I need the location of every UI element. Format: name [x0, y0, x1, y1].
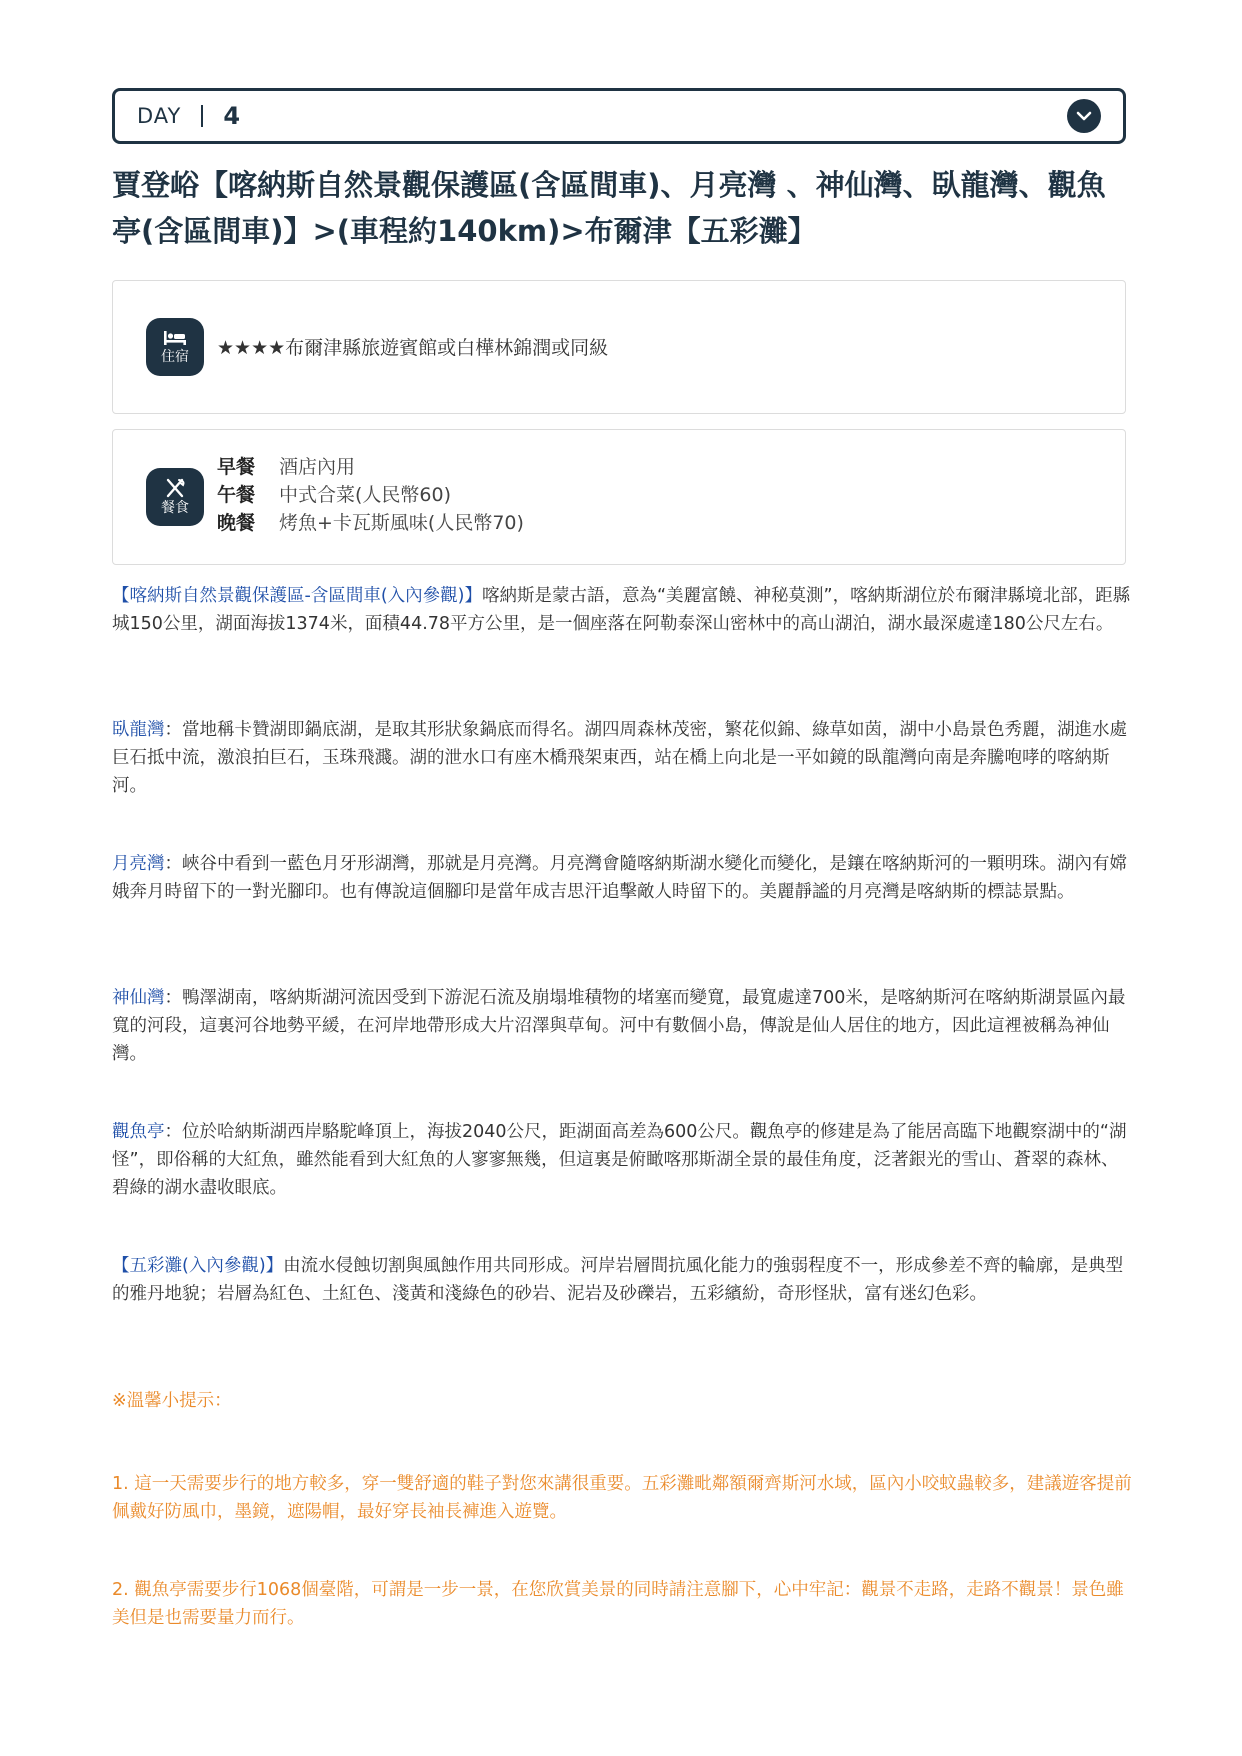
day-number: 4 — [223, 102, 241, 130]
section-body: 喀納斯是蒙古語，意為“美麗富饒、神秘莫測”，喀納斯湖位於布爾津縣境北部，距縣城150公里，湖面海拔1374米，面積44.78平方公里，是一個座落在阿勒泰深山密林中的高山湖泊，湖水最深處達180公尺左右。 — [112, 586, 1131, 634]
section-body: ：當地稱卡贊湖即鍋底湖，是取其形狀象鍋底而得名。湖四周森林茂密，繁花似錦、綠草如茵，湖中小島景色秀麗，湖進水處巨石抵中流，激浪拍巨石，玉珠飛濺。湖的泄水口有座木橋飛架東西，站在橋上向北是一平如鏡的臥龍灣向南是奔騰咆哮的喀納斯河。 — [112, 720, 1127, 796]
section-wolong-bay — [112, 716, 1134, 800]
tip-item: 2. 觀魚亭需要步行1068個臺階，可謂是一步一景，在您欣賞美景的同時請注意腳下，心中牢記：觀景不走路，走路不觀景！景色雖美但是也需要量力而行。 — [112, 1580, 1124, 1628]
meal-value: 中式合菜(人民幣60) — [279, 484, 452, 506]
section-title: 月亮灣 — [112, 854, 165, 874]
section-body: ：位於哈納斯湖西岸駱駝峰頂上，海拔2040公尺，距湖面高差為600公尺。觀魚亭的修建是為了能居高臨下地觀察湖中的“湖怪”，即俗稱的大紅魚，雖然能看到大紅魚的人寥寥無幾，但這裏是俯瞰喀那斯湖全景的最佳角度，泛著銀光的雪山、蒼翠的森林、碧綠的湖水盡收眼底。 — [112, 1122, 1127, 1198]
day-title: 賈登峪【喀納斯自然景觀保護區(含區間車)、月亮灣 、神仙灣、臥龍灣、觀魚亭(含區間車)】>(車程約140km)>布爾津【五彩灘】 — [112, 168, 1106, 248]
meal-row-lunch — [217, 481, 451, 509]
section-body: ：峽谷中看到一藍色月牙形湖灣，那就是月亮灣。月亮灣會隨喀納斯湖水變化而變化，是鑲在喀納斯河的一顆明珠。湖內有嫦娥奔月時留下的一對光腳印。也有傳說這個腳印是當年成吉思汗追擊敵人時留下的。美麗靜謐的月亮灣是喀納斯的標誌景點。 — [112, 854, 1127, 902]
section-body: ：鴨澤湖南，喀納斯湖河流因受到下游泥石流及崩塌堆積物的堵塞而變寬，最寬處達700米，是喀納斯河在喀納斯湖景區內最寬的河段，這裏河谷地勢平緩，在河岸地帶形成大片沼澤與草甸。河中有數個小島，傳說是仙人居住的地方，因此這裡被稱為神仙灣。 — [112, 988, 1126, 1064]
meal-name: 午餐 — [217, 484, 256, 506]
section-moon-bay — [112, 850, 1134, 906]
meal-value: 烤魚+卡瓦斯風味(人民幣70) — [279, 512, 524, 534]
meal-row-dinner — [217, 509, 524, 537]
hotel-badge-label: 住宿 — [161, 349, 189, 365]
meal-name: 晚餐 — [217, 512, 256, 534]
section-kanas-reserve — [112, 582, 1134, 638]
meal-name: 早餐 — [217, 456, 256, 478]
day-divider — [201, 105, 203, 127]
meals-badge-label: 餐食 — [161, 500, 189, 516]
chevron-down-icon[interactable] — [1067, 99, 1101, 133]
section-fish-pavilion — [112, 1118, 1134, 1202]
hotel-name: ★★★★布爾津縣旅遊賓館或白樺林錦潤或同級 — [217, 337, 609, 359]
day-label: DAY — [137, 104, 182, 128]
meal-row-breakfast — [217, 453, 355, 481]
bed-icon — [162, 329, 188, 347]
section-colorful-beach — [112, 1252, 1134, 1308]
section-title: 神仙灣 — [112, 988, 165, 1008]
tip-item: 1. 這一天需要步行的地方較多，穿一雙舒適的鞋子對您來講很重要。五彩灘毗鄰額爾齊斯河水域，區內小咬蚊蟲較多，建議遊客提前佩戴好防風巾，墨鏡，遮陽帽，最好穿長袖長褲進入遊覽。 — [112, 1474, 1132, 1522]
section-title: 【喀納斯自然景觀保護區-含區間車(入內參觀)】 — [112, 586, 482, 606]
section-title: 觀魚亭 — [112, 1122, 165, 1142]
meals-card — [112, 429, 1126, 565]
meal-value: 酒店內用 — [279, 456, 356, 478]
hotel-card — [112, 280, 1126, 414]
section-title: 【五彩灘(入內參觀)】 — [112, 1256, 284, 1276]
section-title: 臥龍灣 — [112, 720, 165, 740]
day-header-toggle[interactable] — [112, 88, 1126, 144]
meals-badge — [146, 468, 204, 526]
section-immortal-bay — [112, 984, 1134, 1068]
hotel-badge — [146, 318, 204, 376]
utensils-icon — [164, 478, 186, 498]
section-body: 由流水侵蝕切割與風蝕作用共同形成。河岸岩層間抗風化能力的強弱程度不一，形成參差不齊的輪廓，是典型的雅丹地貌；岩層為紅色、土紅色、淺黃和淺綠色的砂岩、泥岩及砂礫岩，五彩繽紛，奇形怪狀，富有迷幻色彩。 — [112, 1256, 1124, 1304]
tips-heading: ※溫馨小提示： — [112, 1391, 232, 1411]
